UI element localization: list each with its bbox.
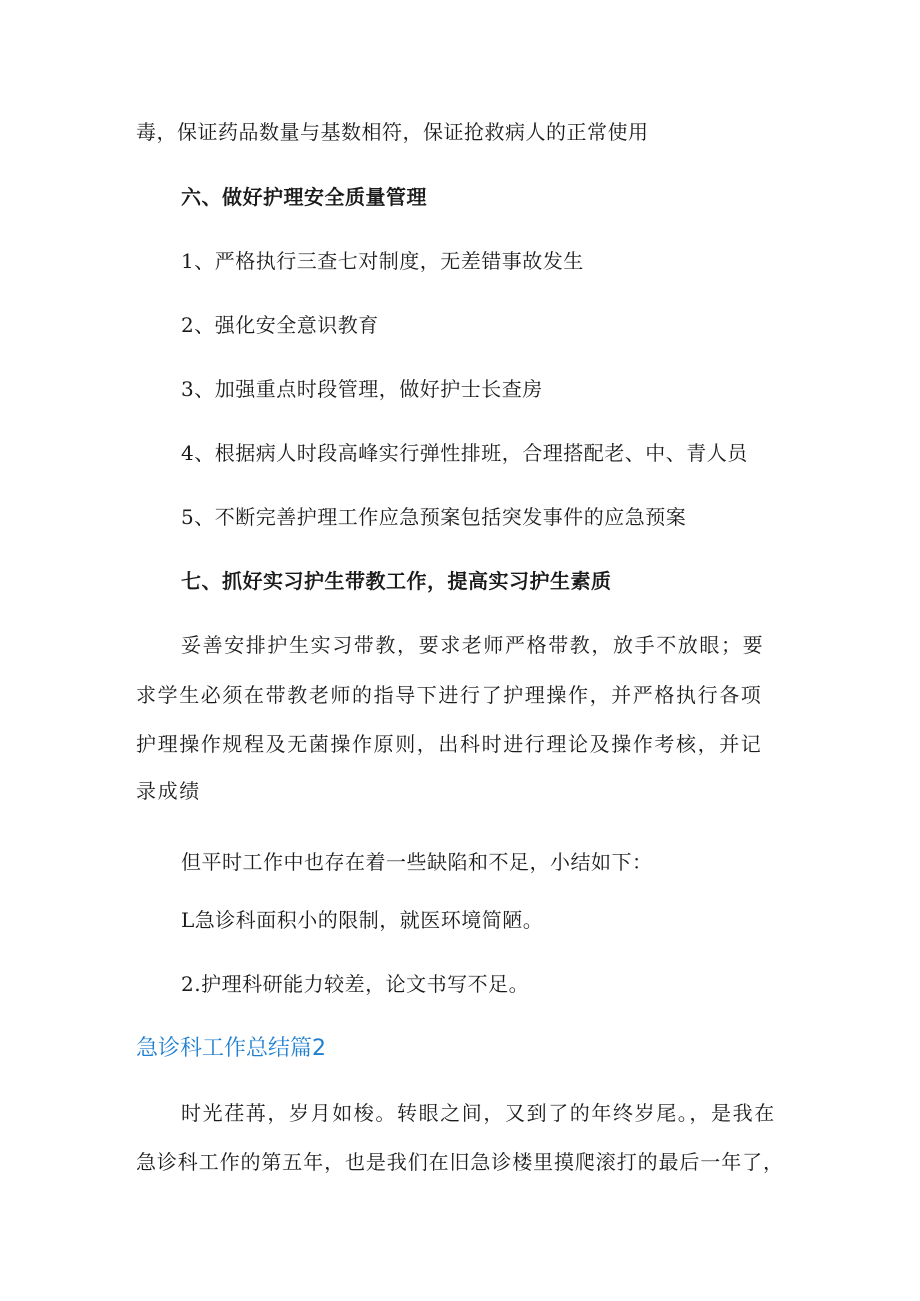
paragraph-line: 录成绩 — [136, 779, 201, 803]
list-item-4: 4、根据病人时段高峰实行弹性排班，合理搭配老、中、青人员 — [181, 441, 748, 465]
list-item-3: 3、加强重点时段管理，做好护士长查房 — [181, 377, 543, 401]
list-item-2: 2、强化安全意识教育 — [181, 313, 379, 337]
list-item-5: 5、不断完善护理工作应急预案包括突发事件的应急预案 — [181, 505, 687, 529]
paragraph-line: 时光荏苒，岁月如梭。转眼之间，又到了的年终岁尾。，是我在 — [181, 1101, 776, 1125]
paragraph-line: 妥善安排护生实习带教，要求老师严格带教，放手不放眼；要 — [181, 633, 765, 657]
section-heading-6: 六、做好护理安全质量管理 — [181, 185, 427, 209]
paragraph-line: 急诊科工作的第五年，也是我们在旧急诊楼里摸爬滚打的最后一年了， — [136, 1150, 784, 1174]
shortcoming-item-1: L急诊科面积小的限制，就医环境简陋。 — [181, 908, 544, 932]
paragraph-line: 护理操作规程及无菌操作原则，出科时进行理论及操作考核，并记 — [136, 732, 763, 756]
section-title: 急诊科工作总结篇2 — [136, 1036, 326, 1061]
shortcomings-intro: 但平时工作中也存在着一些缺陷和不足，小结如下： — [181, 850, 653, 874]
list-item-1: 1、严格执行三查七对制度，无差错事故发生 — [181, 249, 584, 273]
shortcoming-item-2: 2.护理科研能力较差，论文书写不足。 — [181, 972, 530, 996]
section-heading-7: 七、抓好实习护生带教工作，提高实习护生素质 — [181, 569, 612, 593]
paragraph-line: 求学生必须在带教老师的指导下进行了护理操作，并严格执行各项 — [136, 683, 763, 707]
text-line: 毒，保证药品数量与基数相符，保证抢救病人的正常使用 — [136, 120, 649, 144]
